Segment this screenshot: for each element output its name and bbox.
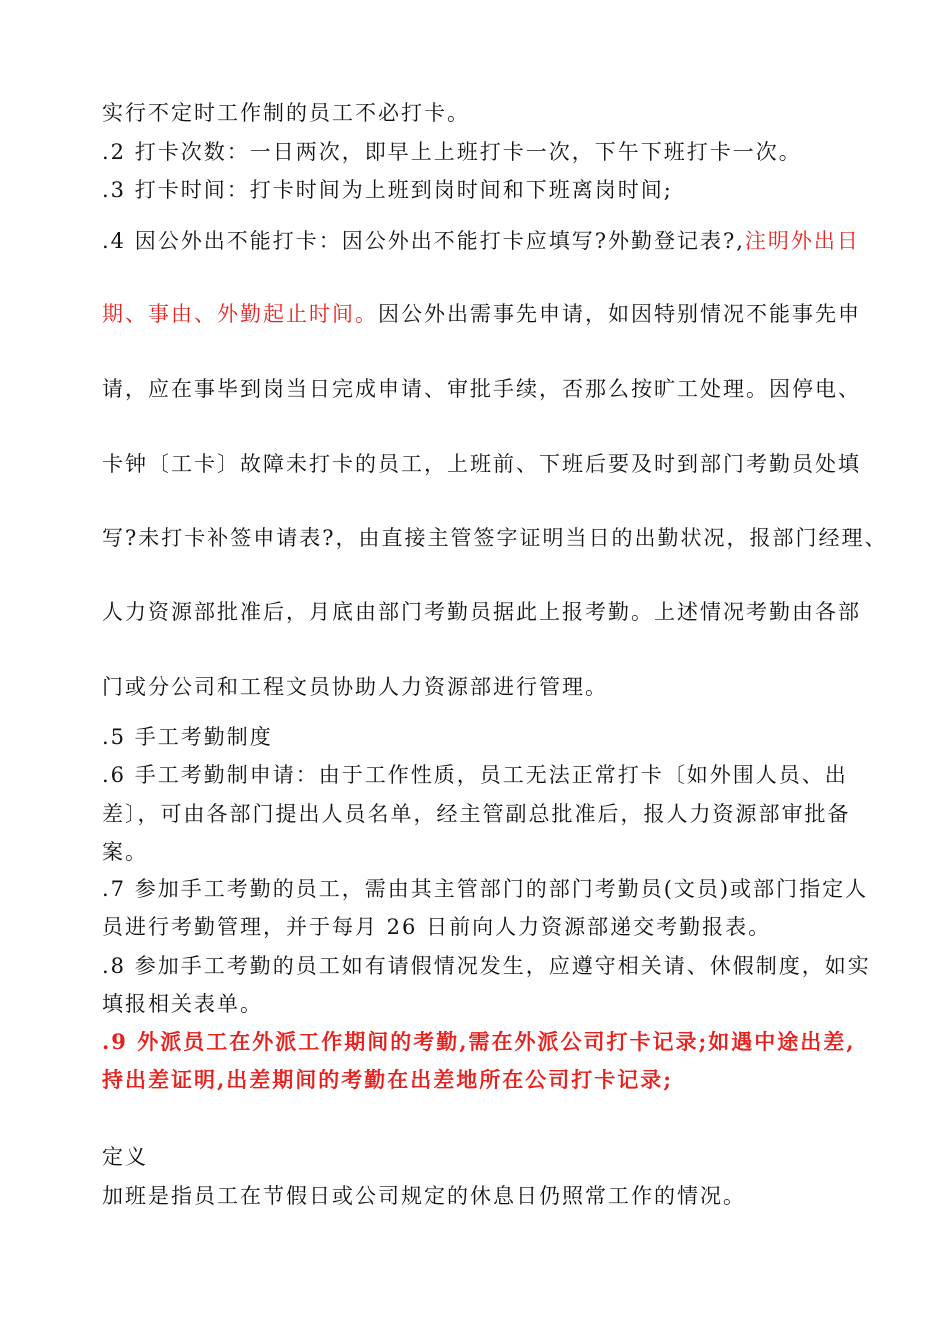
line-text: 实行不定时工作制的员工不必打卡。: [102, 101, 470, 125]
line-text: .4 因公外出不能打卡：因公外出不能打卡应填写?外勤登记表?,: [102, 229, 745, 253]
line-text: 门或分公司和工程文员协助人力资源部进行管理。: [102, 675, 608, 699]
line-text: .3 打卡时间：打卡时间为上班到岗时间和下班离岗时间;: [102, 178, 673, 202]
line-text: .5 手工考勤制度: [102, 725, 273, 749]
text-line-16: [102, 912, 771, 942]
text-line-17: [102, 951, 871, 981]
highlighted-text: 注明外出日: [744, 229, 860, 253]
heading-text: 定义: [102, 1145, 148, 1169]
line-text: 差〕，可由各部门提出人员名单，经主管副总批准后，报人力资源部审批备: [102, 802, 851, 826]
line-text: .6 手工考勤制申请：由于工作性质，员工无法正常打卡〔如外围人员、出: [102, 763, 848, 787]
text-line-5: [102, 299, 861, 329]
line-text: .8 参加手工考勤的员工如有请假情况发生，应遵守相关请、休假制度，如实: [102, 954, 871, 978]
section-heading: [102, 1142, 148, 1172]
text-line-9: [102, 597, 861, 627]
line-text: 加班是指员工在节假日或公司规定的休息日仍照常工作的情况。: [102, 1184, 746, 1208]
text-line-3: [102, 175, 673, 205]
text-line-10: [102, 672, 608, 702]
line-text: 案。: [102, 840, 148, 864]
text-line-18: [102, 989, 263, 1019]
text-line-1: [102, 98, 470, 128]
line-text: .2 打卡次数：一日两次，即早上上班打卡一次，下午下班打卡一次。: [102, 140, 802, 164]
highlighted-text: 持出差证明,出差期间的考勤在出差地所在公司打卡记录;: [102, 1067, 674, 1092]
line-text: 写?未打卡补签申请表?，由直接主管签字证明当日的出勤状况，报部门经理、: [102, 526, 888, 550]
line-text: 填报相关表单。: [102, 992, 263, 1016]
line-text: 卡钟〔工卡〕故障未打卡的员工，上班前、下班后要及时到部门考勤员处填: [102, 452, 861, 476]
line-text: 员进行考勤管理，并于每月 26 日前向人力资源部递交考勤报表。: [102, 915, 772, 939]
highlighted-text: .9 外派员工在外派工作期间的考勤,需在外派公司打卡记录;如遇中途出差,: [102, 1029, 856, 1054]
text-line-20: [102, 1065, 673, 1095]
line-text: 请，应在事毕到岗当日完成申请、审批手续，否那么按旷工处理。因停电、: [102, 377, 861, 401]
text-line-8: [102, 523, 888, 553]
text-line-2: [102, 137, 802, 167]
text-line-14: [102, 837, 148, 867]
text-line-6: [102, 374, 861, 404]
text-line-13: [102, 799, 851, 829]
text-line-12: [102, 760, 848, 790]
text-line-11: [102, 722, 273, 752]
line-text: 人力资源部批准后，月底由部门考勤员据此上报考勤。上述情况考勤由各部: [102, 600, 861, 624]
text-line-4: [102, 226, 860, 256]
text-line-15: [102, 874, 868, 904]
line-text: 因公外出需事先申请，如因特别情况不能事先申: [378, 302, 861, 326]
text-line-7: [102, 449, 861, 479]
highlighted-text: 期、事由、外勤起止时间。: [102, 302, 378, 326]
text-line-22: [102, 1181, 746, 1211]
line-text: .7 参加手工考勤的员工，需由其主管部门的部门考勤员(文员)或部门指定人: [102, 877, 869, 901]
text-line-19: [102, 1027, 856, 1057]
